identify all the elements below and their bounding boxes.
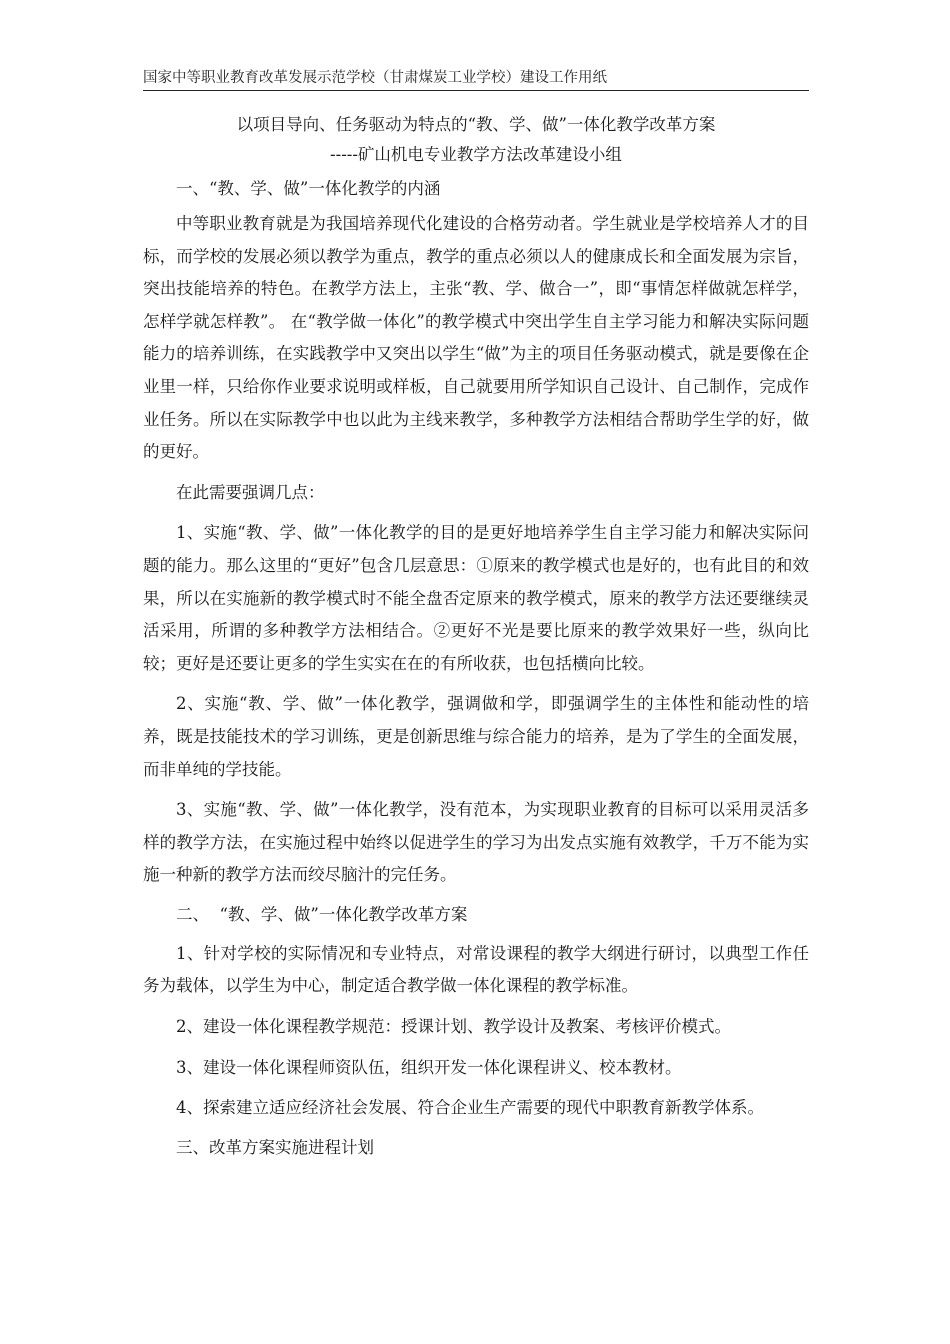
document-body <box>143 110 809 1167</box>
section-2-paragraph: 3、建设一体化课程师资队伍，组织开发一体化课程讲义、校本教材。 <box>176 1057 682 1077</box>
page-header: 国家中等职业教育改革发展示范学校（甘肃煤炭工业学校）建设工作用纸 <box>143 68 809 91</box>
section-1-paragraph: 2、实施“教、学、做”一体化教学，强调做和学，即强调学生的主体性和能动性的培养，既是技能技术的学习训练，更是创新思维与综合能力的培养，是为了学生的全面发展，而非单纯的学技能。 <box>143 694 809 779</box>
section-1-paragraph: 在此需要强调几点： <box>176 482 325 502</box>
section-1-heading: 一、“教、学、做”一体化教学的内涵 <box>176 179 441 198</box>
document-title: 以项目导向、任务驱动为特点的“教、学、做”一体化教学改革方案 <box>236 115 716 134</box>
document-subtitle: -----矿山机电专业教学方法改革建设小组 <box>330 145 622 164</box>
section-1-paragraph: 3、实施“教、学、做”一体化教学，没有范本，为实现职业教育的目标可以采用灵活多样的教学方法，在实施过程中始终以促进学生的学习为出发点实施有效教学，千万不能为实施一种新的教学方法而绞尽脑汁的完任务。 <box>143 800 809 885</box>
section-1-paragraph: 中等职业教育就是为我国培养现代化建设的合格劳动者。学生就业是学校培养人才的目标，而学校的发展必须以教学为重点，教学的重点必须以人的健康成长和全面发展为宗旨，突出技能培养的特色。在教学方法上，主张“教、学、做合一”，即“事情怎样做就怎样学，怎样学就怎样教”。 在“教学做一体化”的教学模式中突出学生自主学习能力和解决实际问题能力的培养训练，在实践教学中又突出以学生“做”为主的项目任务驱动模式，就是要像在企业里一样，只给你作业要求说明或样板，自己就要用所学知识自己设计、自己制作，完成作业任务。所以在实际教学中也以此为主线来教学，多种教学方法相结合帮助学生学的好，做的更好。 <box>143 214 809 462</box>
section-2-heading: 二、 “教、学、做”一体化教学改革方案 <box>176 904 468 924</box>
section-1-paragraph: 1、实施“教、学、做”一体化教学的目的是更好地培养学生自主学习能力和解决实际问题的能力。那么这里的“更好”包含几层意思：①原来的教学模式也是好的，也有此目的和效果，所以在实施新的教学模式时不能全盘否定原来的教学模式，原来的教学方法还要继续灵活采用，所谓的多种教学方法相结合。②更好不光是要比原来的教学效果好一些，纵向比较；更好是还要让更多的学生实实在在的有所收获，也包括横向比较。 <box>143 523 809 673</box>
section-2-paragraph: 2、建设一体化课程教学规范：授课计划、教学设计及教案、考核评价模式。 <box>176 1017 731 1037</box>
section-2-paragraph: 4、探索建立适应经济社会发展、符合企业生产需要的现代中职教育新教学体系。 <box>176 1098 764 1118</box>
section-3-heading: 三、改革方案实施进程计划 <box>176 1137 374 1157</box>
section-2-paragraph: 1、针对学校的实际情况和专业特点，对常设课程的教学大纲进行研讨，以典型工作任务为载体，以学生为中心，制定适合教学做一体化课程的教学标准。 <box>143 943 809 996</box>
